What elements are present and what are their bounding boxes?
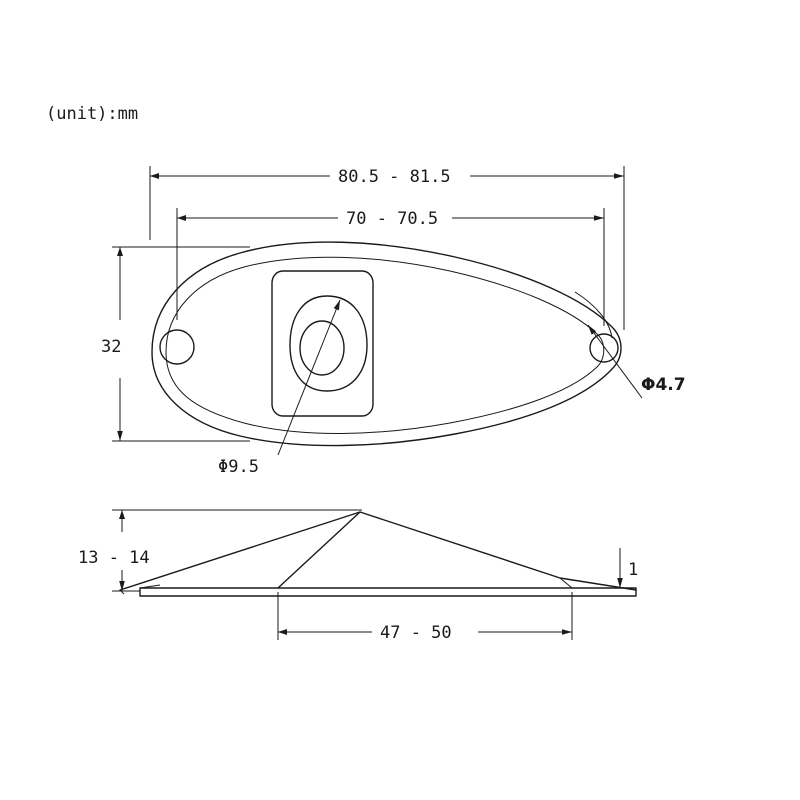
dim-overall-length-label: 80.5 - 81.5 [338, 167, 451, 187]
dimension-ramp-length [278, 592, 572, 643]
top-view-geometry [152, 242, 621, 445]
unit-label: (unit):mm [46, 104, 139, 124]
dim-plate-thickness-label: 1 [628, 560, 639, 580]
dim-overall-width-label: 32 [101, 337, 122, 357]
dim-hole-spacing-label: 70 - 70.5 [346, 209, 439, 229]
dim-screw-hole-label: Φ4.7 [641, 375, 686, 395]
dim-height-label: 13 - 14 [78, 548, 150, 568]
dim-ramp-length-label: 47 - 50 [380, 623, 452, 643]
dimension-hole-spacing [177, 208, 604, 326]
dimension-center-hole-dia [218, 300, 340, 477]
dimension-overall-width [101, 247, 250, 441]
side-view-geometry [120, 512, 639, 596]
dim-center-hole-label: Φ9.5 [218, 457, 259, 477]
dimension-plate-thickness [620, 548, 638, 588]
